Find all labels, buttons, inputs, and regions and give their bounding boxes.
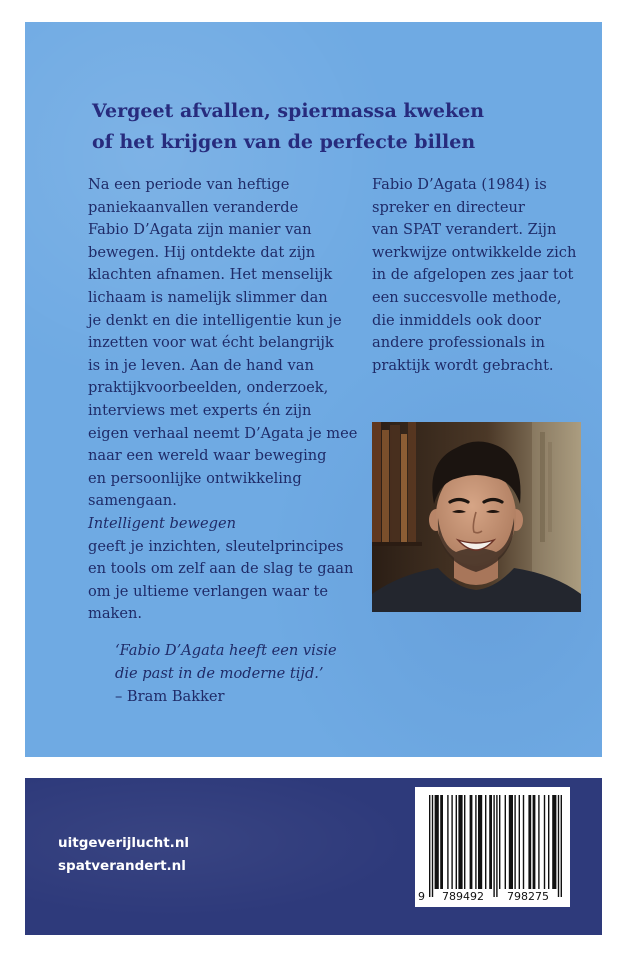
description-line: bewegen. Hij ontdekte dat zijn: [88, 243, 316, 261]
bio-line: een succesvolle methode,: [372, 288, 562, 306]
bio-line: in de afgelopen zes jaar tot: [372, 266, 574, 284]
barcode-bar: [548, 795, 549, 889]
description-line: geeft je inzichten, sleutelprincipes: [88, 537, 344, 555]
headline-line: of het krijgen van de perfecte billen: [92, 131, 476, 153]
description-line: praktijkvoorbeelden, onderzoek,: [88, 379, 329, 397]
headline-line: Vergeet afvallen, spiermassa kweken: [92, 100, 485, 122]
bio-line: Fabio D’Agata (1984) is: [372, 176, 547, 193]
barcode-bar: [505, 795, 506, 889]
blurb-panel: [25, 22, 602, 757]
barcode-bars: [415, 787, 570, 907]
endorsement-quote: [115, 639, 337, 708]
barcode-left-digits: 789492: [442, 890, 484, 903]
barcode-bar: [456, 795, 457, 889]
description-line: naar een wereld waar beweging: [88, 447, 327, 465]
barcode-bar: [519, 795, 520, 889]
barcode-bar: [538, 795, 539, 889]
headline: [92, 96, 484, 158]
author-bio: [372, 174, 576, 377]
author-photo-frame: [372, 422, 581, 612]
barcode-bar: [451, 795, 452, 889]
author-photo: [372, 422, 581, 612]
barcode-bar: [440, 795, 443, 889]
barcode-guard-bar: [432, 795, 433, 897]
barcode-bar: [447, 795, 448, 889]
barcode-guard-bar: [496, 795, 497, 897]
bio-line: die inmiddels ook door: [372, 311, 541, 329]
book-title-italic: Intelligent bewegen: [88, 514, 237, 532]
publisher-panel: [25, 778, 602, 935]
quote-line: die past in de moderne tijd.’: [115, 665, 324, 682]
barcode-bar: [485, 795, 486, 889]
description-line: inzetten voor wat écht belangrijk: [88, 334, 334, 352]
bio-line: werkwijze ontwikkelde zich: [372, 243, 577, 261]
barcode-bar: [523, 795, 524, 889]
description-line: maken.: [88, 605, 143, 623]
barcode-bar: [499, 795, 500, 889]
description-line: paniekaanvallen veranderde: [88, 198, 299, 216]
barcode-bar: [552, 795, 556, 889]
book-description: [88, 174, 357, 626]
author-website: spatverandert.nl: [58, 858, 186, 874]
barcode-bar: [509, 795, 513, 889]
isbn-barcode: [415, 787, 570, 907]
barcode-bar: [475, 795, 476, 889]
barcode-right-digits: 798275: [507, 890, 549, 903]
description-line: om je ultieme verlangen waar te: [88, 582, 329, 600]
barcode-lead-digit: 9: [418, 890, 425, 903]
barcode-bar: [544, 795, 545, 889]
quote-line: ‘Fabio D’Agata heeft een visie: [115, 642, 337, 659]
description-line: lichaam is namelijk slimmer dan: [88, 288, 328, 306]
quote-attribution: – Bram Bakker: [115, 688, 225, 705]
description-line: Fabio D’Agata zijn manier van: [88, 221, 312, 239]
description-line: is in je leven. Aan de hand van: [88, 356, 314, 374]
barcode-bar: [533, 795, 536, 889]
website-list: [58, 832, 189, 878]
barcode-bar: [470, 795, 473, 889]
description-line: Na een periode van heftige: [88, 176, 290, 193]
description-line: eigen verhaal neemt D’Agata je mee: [88, 424, 358, 442]
barcode-guard-bar: [558, 795, 559, 897]
description-line: en persoonlijke ontwikkeling: [88, 469, 302, 487]
publisher-website: uitgeverijlucht.nl: [58, 835, 190, 851]
description-line: interviews met experts én zijn: [88, 401, 312, 419]
barcode-bar: [528, 795, 531, 889]
bio-line: praktijk wordt gebracht.: [372, 356, 554, 374]
barcode-bar: [458, 795, 462, 889]
barcode-bar: [478, 795, 482, 889]
barcode-bar: [435, 795, 439, 889]
description-line: klachten afnamen. Het menselijk: [88, 266, 333, 284]
barcode-bar: [489, 795, 492, 889]
barcode-bar: [464, 795, 465, 889]
bio-line: spreker en directeur: [372, 198, 525, 216]
description-line: samengaan.: [88, 492, 177, 510]
description-line: en tools om zelf aan de slag te gaan: [88, 560, 354, 578]
barcode-guard-bar: [561, 795, 562, 897]
bio-line: van SPAT verandert. Zijn: [372, 221, 557, 239]
description-line: je denkt en die intelligentie kun je: [88, 311, 342, 329]
barcode-bar: [514, 795, 515, 889]
bio-line: andere professionals in: [372, 334, 545, 352]
barcode-guard-bar: [429, 795, 430, 897]
barcode-guard-bar: [493, 795, 494, 897]
